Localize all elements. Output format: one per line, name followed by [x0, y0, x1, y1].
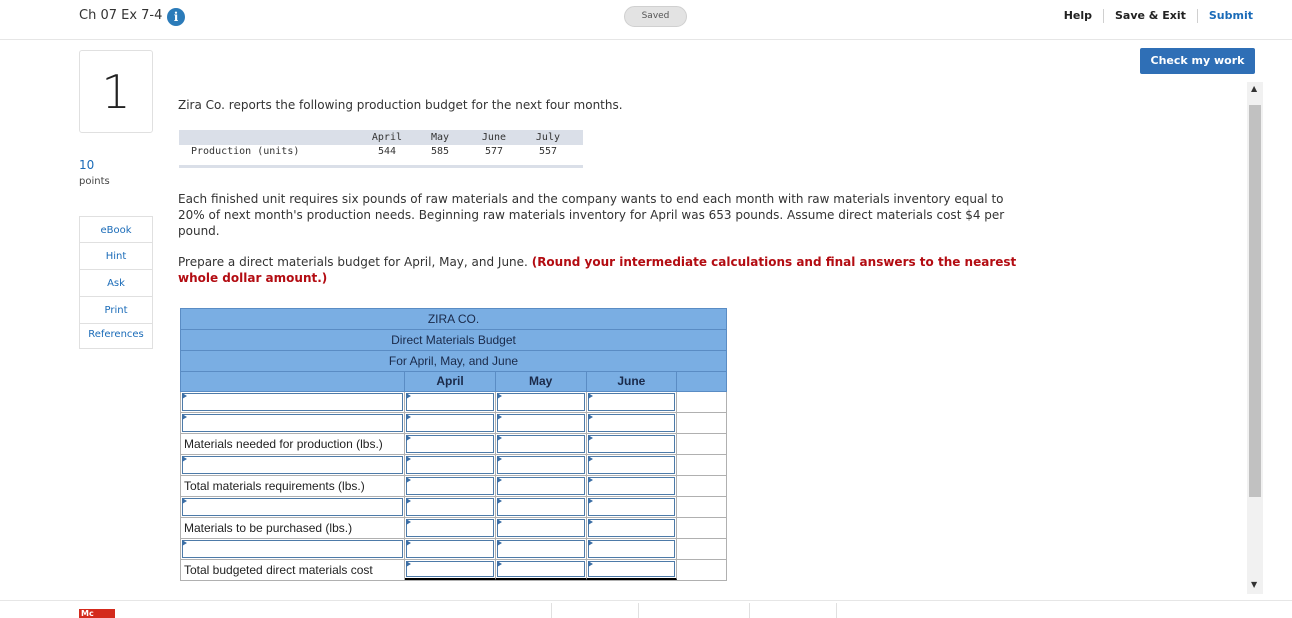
budget-rows — [180, 392, 727, 581]
budget-row — [180, 392, 727, 413]
intro-text: Zira Co. reports the following production budget for the next four months. — [178, 98, 623, 112]
budget-title: Direct Materials Budget — [180, 329, 727, 350]
instruction-emphasis: (Round your intermediate calculations and final answers to the nearest whole dollar amount.) — [178, 255, 1017, 285]
amount-cell-april[interactable] — [405, 434, 496, 454]
label-dropdown[interactable] — [182, 498, 403, 516]
points-value: 10 — [79, 158, 95, 172]
amount-input[interactable] — [497, 435, 585, 453]
production-value: 585 — [430, 146, 449, 157]
points-label: points — [79, 176, 110, 187]
amount-input[interactable] — [497, 498, 585, 516]
amount-cell-june[interactable] — [587, 539, 678, 559]
extra-cell — [677, 476, 726, 496]
amount-cell-june[interactable] — [587, 497, 678, 517]
amount-input[interactable] — [406, 519, 494, 537]
budget-row — [180, 476, 727, 497]
amount-cell-april[interactable] — [405, 560, 496, 580]
amount-cell-june[interactable] — [587, 476, 678, 496]
ebook-button[interactable]: eBook — [79, 216, 153, 243]
label-column-header — [181, 372, 405, 391]
amount-cell-april[interactable] — [405, 539, 496, 559]
problem-paragraph: Each finished unit requires six pounds of raw materials and the company wants to end each month with raw materials inventory equal to 20% of next month's production needs. Beginning raw materials inventory for April was 653 pounds. Assume direct materials cost $4 per pound. — [178, 192, 1005, 238]
extra-column-header — [677, 372, 726, 391]
references-button[interactable]: References — [79, 324, 153, 349]
amount-input[interactable] — [497, 540, 585, 558]
amount-input[interactable] — [406, 393, 494, 411]
amount-input[interactable] — [588, 498, 676, 516]
row-label: Total materials requirements (lbs.) — [181, 476, 405, 496]
row-label: Materials needed for production (lbs.) — [181, 434, 405, 454]
production-value: 544 — [377, 146, 396, 157]
row-label-input[interactable] — [181, 392, 405, 412]
amount-input[interactable] — [497, 414, 585, 432]
amount-cell-may[interactable] — [496, 476, 587, 496]
amount-input[interactable] — [406, 414, 494, 432]
nav-divider — [551, 603, 552, 618]
scroll-down-arrow-icon[interactable]: ▼ — [1251, 580, 1258, 589]
amount-input[interactable] — [497, 519, 585, 537]
budget-row — [180, 455, 727, 476]
amount-input[interactable] — [497, 456, 585, 474]
label-dropdown[interactable] — [182, 456, 403, 474]
amount-cell-april[interactable] — [405, 413, 496, 433]
amount-cell-may[interactable] — [496, 434, 587, 454]
month-header: May — [430, 132, 449, 143]
scrollbar-thumb[interactable] — [1249, 105, 1261, 497]
amount-input[interactable] — [406, 540, 494, 558]
amount-cell-june[interactable] — [587, 455, 678, 475]
budget-column-headers — [180, 371, 727, 392]
amount-input[interactable] — [406, 498, 494, 516]
extra-cell — [677, 539, 726, 559]
instruction-text: Prepare a direct materials budget for April, May, and June. — [178, 255, 528, 269]
extra-cell — [677, 497, 726, 517]
amount-cell-may[interactable] — [496, 497, 587, 517]
amount-cell-april[interactable] — [405, 476, 496, 496]
hint-button[interactable]: Hint — [79, 243, 153, 270]
budget-row — [180, 413, 727, 434]
amount-input[interactable] — [406, 561, 494, 577]
amount-input[interactable] — [588, 435, 676, 453]
amount-cell-june[interactable] — [587, 413, 678, 433]
amount-cell-may[interactable] — [496, 560, 587, 580]
amount-cell-may[interactable] — [496, 392, 587, 412]
mcgraw-hill-logo: Mc — [79, 609, 115, 618]
extra-cell — [677, 434, 726, 454]
direct-materials-budget-table — [180, 308, 727, 581]
production-table-bottom-band — [179, 165, 583, 168]
label-dropdown[interactable] — [182, 540, 403, 558]
amount-cell-april[interactable] — [405, 455, 496, 475]
amount-input[interactable] — [497, 477, 585, 495]
question-number: 1 — [79, 50, 153, 133]
amount-input[interactable] — [588, 477, 676, 495]
label-dropdown[interactable] — [182, 414, 403, 432]
nav-divider — [749, 603, 750, 618]
amount-input[interactable] — [406, 477, 494, 495]
extra-cell — [677, 518, 726, 538]
amount-input[interactable] — [588, 414, 676, 432]
amount-cell-may[interactable] — [496, 518, 587, 538]
scroll-up-arrow-icon[interactable]: ▲ — [1251, 84, 1258, 93]
amount-cell-june[interactable] — [587, 434, 678, 454]
amount-cell-may[interactable] — [496, 455, 587, 475]
budget-row — [180, 434, 727, 455]
exercise-title: Ch 07 Ex 7-4 — [79, 8, 163, 23]
extra-cell — [677, 560, 726, 580]
help-link[interactable]: Help — [1053, 9, 1104, 23]
budget-row — [180, 497, 727, 518]
info-icon[interactable]: i — [167, 8, 185, 26]
column-header-may: May — [496, 372, 587, 391]
extra-cell — [677, 413, 726, 433]
production-value: 557 — [538, 146, 557, 157]
production-table — [179, 130, 583, 168]
row-label-input[interactable] — [181, 455, 405, 475]
column-header-april: April — [405, 372, 496, 391]
month-header: April — [371, 132, 402, 143]
amount-input[interactable] — [588, 456, 676, 474]
amount-input[interactable] — [497, 393, 585, 411]
instruction-paragraph — [178, 254, 1038, 286]
amount-input[interactable] — [406, 456, 494, 474]
submit-link[interactable]: Submit — [1208, 9, 1253, 22]
row-label-input[interactable] — [181, 497, 405, 517]
amount-cell-may[interactable] — [496, 539, 587, 559]
row-label-input[interactable] — [181, 413, 405, 433]
saved-status-badge: Saved — [624, 6, 687, 27]
month-header: July — [535, 132, 560, 143]
amount-input[interactable] — [406, 435, 494, 453]
production-row-label: Production (units) — [191, 146, 300, 157]
amount-cell-may[interactable] — [496, 413, 587, 433]
bottom-divider — [0, 600, 1292, 601]
label-dropdown[interactable] — [182, 393, 403, 411]
save-exit-link[interactable]: Save & Exit — [1104, 9, 1198, 23]
amount-cell-april[interactable] — [405, 392, 496, 412]
extra-cell — [677, 455, 726, 475]
amount-cell-april[interactable] — [405, 518, 496, 538]
amount-input[interactable] — [588, 540, 676, 558]
print-button[interactable]: Print — [79, 297, 153, 324]
top-links — [1053, 9, 1253, 23]
budget-period: For April, May, and June — [180, 350, 727, 371]
ask-button[interactable]: Ask — [79, 270, 153, 297]
extra-cell — [677, 392, 726, 412]
budget-company: ZIRA CO. — [180, 308, 727, 329]
check-my-work-button[interactable]: Check my work — [1140, 48, 1255, 74]
amount-cell-june[interactable] — [587, 392, 678, 412]
month-header: June — [481, 132, 506, 143]
amount-input[interactable] — [588, 519, 676, 537]
production-value: 577 — [484, 146, 503, 157]
amount-cell-june[interactable] — [587, 560, 678, 580]
amount-cell-april[interactable] — [405, 497, 496, 517]
row-label-input[interactable] — [181, 539, 405, 559]
amount-input[interactable] — [497, 561, 585, 577]
nav-divider — [836, 603, 837, 618]
row-label: Materials to be purchased (lbs.) — [181, 518, 405, 538]
nav-divider — [638, 603, 639, 618]
budget-row — [180, 560, 727, 581]
amount-input[interactable] — [588, 561, 676, 577]
column-header-june: June — [587, 372, 678, 391]
row-label: Total budgeted direct materials cost — [181, 560, 405, 580]
amount-cell-june[interactable] — [587, 518, 678, 538]
budget-row — [180, 539, 727, 560]
amount-input[interactable] — [588, 393, 676, 411]
budget-row — [180, 518, 727, 539]
